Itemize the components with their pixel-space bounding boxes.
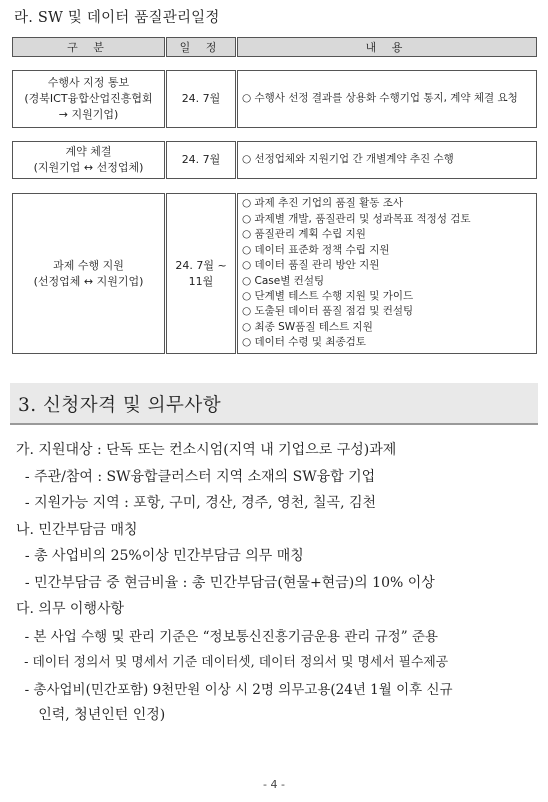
content-item: ○ 최종 SW품질 테스트 지원 <box>242 320 471 335</box>
body-line: 다. 의무 이행사항 <box>16 601 125 617</box>
category-line: 수행사 지정 통보 <box>47 76 130 90</box>
content-item: ○ 과제별 개발, 품질관리 및 성과목표 적정성 검토 <box>242 212 471 227</box>
body-line: - 주관/참여 : SW융합클러스터 지역 소재의 SW융합 기업 <box>16 469 376 485</box>
body-line: 나. 민간부담금 매칭 <box>16 522 138 538</box>
schedule-line: 24. 7월 <box>181 92 221 106</box>
category-line: 과제 수행 지원 <box>53 258 124 272</box>
table-row-3-category <box>12 193 165 354</box>
body-line: - 지원가능 지역 : 포항, 구미, 경산, 경주, 영천, 칠곡, 김천 <box>16 495 377 511</box>
category-line: (지원기업 ↔ 선정업체) <box>33 161 144 174</box>
body-line: - 민간부담금 중 현금비율 : 총 민간부담금(현물+현금)의 10% 이상 <box>16 575 435 591</box>
table-header-category: 구 분 <box>12 37 165 57</box>
schedule-line: 24. 7월 ~ <box>175 258 227 272</box>
heading-underline <box>10 423 538 425</box>
table-row-1-contents <box>237 70 537 128</box>
content-item: ○ 품질관리 계획 수립 지원 <box>242 227 471 242</box>
schedule-line: 24. 7월 <box>181 153 221 167</box>
body-line: - 본 사업 수행 및 관리 기준은 “정보통신진흥기금운용 관리 규정” 준용 <box>16 629 438 645</box>
category-line: (경북ICT융합산업진흥협회 <box>24 92 153 106</box>
content-item: ○ Case별 컨설팅 <box>242 274 471 289</box>
table-row-1-category <box>12 70 165 128</box>
content-item: ○ 데이터 수령 및 최종검토 <box>242 335 471 350</box>
category-line: → 지원기업) <box>58 107 119 121</box>
table-row-3-schedule <box>166 193 236 354</box>
category-line: 계약 체결 <box>65 145 112 159</box>
table-row-3-contents <box>237 193 537 354</box>
content-item: ○ 도출된 데이터 품질 점검 및 컨설팅 <box>242 304 471 319</box>
table-row-2-schedule <box>166 141 236 179</box>
content-item: ○ 과제 추진 기업의 품질 활동 조사 <box>242 196 471 211</box>
section-heading: 3. 신청자격 및 의무사항 <box>18 395 222 416</box>
table-header-schedule: 일 정 <box>166 37 236 57</box>
table-row-1-schedule <box>166 70 236 128</box>
page-number: - 4 - <box>263 778 285 791</box>
section-title: 라. SW 및 데이터 품질관리일정 <box>14 10 220 26</box>
body-line: - 데이터 정의서 및 명세서 기준 데이터셋, 데이터 정의서 및 명세서 필수제공 <box>16 655 449 670</box>
table-header-contents: 내 용 <box>237 37 537 57</box>
content-item: ○ 데이터 표준화 정책 수립 지원 <box>242 243 471 258</box>
content-item: ○ 선정업체와 지원기업 간 개별계약 추진 수행 <box>242 152 454 167</box>
table-row-2-category <box>12 141 165 179</box>
content-item: ○ 단계별 테스트 수행 지원 및 가이드 <box>242 289 471 304</box>
table-row-2-contents <box>237 141 537 179</box>
category-line: (선정업체 ↔ 지원기업) <box>33 274 144 288</box>
body-line: - 총 사업비의 25%이상 민간부담금 의무 매칭 <box>16 548 304 564</box>
body-line: 인력, 청년인턴 인정) <box>16 707 166 723</box>
content-item: ○ 수행사 선정 결과를 상용화 수행기업 통지, 계약 체결 요청 <box>242 91 518 106</box>
body-line: 가. 지원대상 : 단독 또는 컨소시엄(지역 내 기업으로 구성)과제 <box>16 442 397 458</box>
body-line: - 총사업비(민간포함) 9천만원 이상 시 2명 의무고용(24년 1월 이후 신규 <box>16 682 453 698</box>
schedule-line: 11월 <box>188 274 214 288</box>
content-item: ○ 데이터 품질 관리 방안 지원 <box>242 258 471 273</box>
